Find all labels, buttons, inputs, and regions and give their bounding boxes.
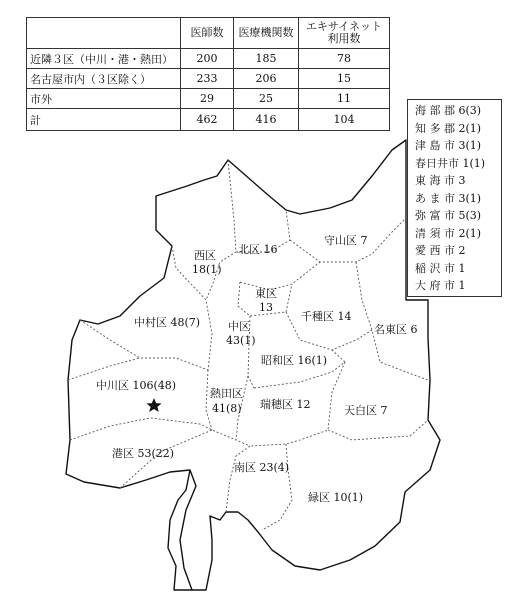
ward-label-naka: 中区 [228, 320, 250, 333]
cell-institutions: 416 [234, 109, 299, 131]
ward-label-chikusa: 千種区 14 [301, 310, 352, 323]
cell-institutions: 206 [234, 69, 299, 89]
ward-label-meito: 名東区 6 [374, 323, 418, 336]
cell-doctors: 29 [181, 89, 234, 109]
city-outline [66, 140, 440, 590]
ward-label-higashi-count: 13 [259, 301, 273, 314]
ward-label-atsuta-count: 41(8) [212, 402, 242, 415]
ward-label-atsuta: 熱田区 [210, 387, 243, 400]
port-coastline [180, 470, 196, 590]
ward-label-showa: 昭和区 16(1) [261, 354, 328, 367]
cell-doctors: 200 [181, 49, 234, 69]
header-doctors: 医師数 [181, 18, 234, 49]
city-row: 清 須 市 2(1) [415, 226, 482, 240]
header-institutions: 医療機関数 [234, 18, 299, 49]
city-row: 愛 西 市 2 [415, 244, 466, 257]
ward-label-nishi-count: 18(1) [192, 263, 222, 276]
city-row: 知 多 郡 2(1) [415, 121, 482, 135]
ward-label-nakagawa: 中川区 106(48) [96, 379, 177, 392]
ward-label-tempaku: 天白区 7 [344, 404, 388, 417]
city-row: 津 島 市 3(1) [415, 139, 482, 152]
row-label: 計 [27, 109, 181, 131]
ward-label-mizuho: 瑞穂区 12 [260, 398, 311, 411]
header-usage-line1: エキサイネット [305, 20, 383, 33]
cell-doctors: 462 [181, 109, 234, 131]
ward-label-kita: 北区 16 [238, 243, 278, 256]
ward-labels [96, 234, 418, 504]
ward-label-nishi: 西区 [194, 249, 216, 262]
cell-usage: 78 [299, 49, 390, 69]
cell-institutions: 185 [234, 49, 299, 69]
cell-doctors: 233 [181, 69, 234, 89]
row-label: 市外 [27, 89, 181, 109]
ward-label-minami: 南区 23(4) [234, 461, 290, 474]
ward-label-moriyama: 守山区 7 [324, 234, 368, 247]
cell-usage: 104 [299, 109, 390, 131]
ward-label-midori: 緑区 10(1) [308, 491, 364, 504]
ward-label-nakamura: 中村区 48(7) [134, 316, 201, 329]
outside-city-legend [407, 99, 502, 297]
ward-label-naka-count: 43(1) [226, 334, 256, 347]
row-label: 名古屋市内（３区除く） [27, 69, 181, 89]
city-row: あ ま 市 3(1) [415, 191, 482, 205]
ward-label-higashi: 東区 [255, 287, 277, 300]
header-usage-line2: 利用数 [327, 32, 361, 45]
city-row: 弥 富 市 5(3) [415, 209, 482, 222]
city-row: 大 府 市 1 [415, 279, 466, 292]
ward-label-minato: 港区 53(22) [112, 447, 175, 460]
city-row: 春日井市 1(1) [415, 156, 486, 170]
city-row: 東 海 市 3 [415, 174, 466, 187]
cell-usage: 11 [299, 89, 390, 109]
city-row: 海 部 郡 6(3) [415, 104, 482, 117]
star-icon [146, 398, 161, 412]
city-row: 稲 沢 市 1 [415, 261, 466, 275]
cell-institutions: 25 [234, 89, 299, 109]
row-label: 近隣３区（中川・港・熱田） [27, 49, 181, 69]
cell-usage: 15 [299, 69, 390, 89]
